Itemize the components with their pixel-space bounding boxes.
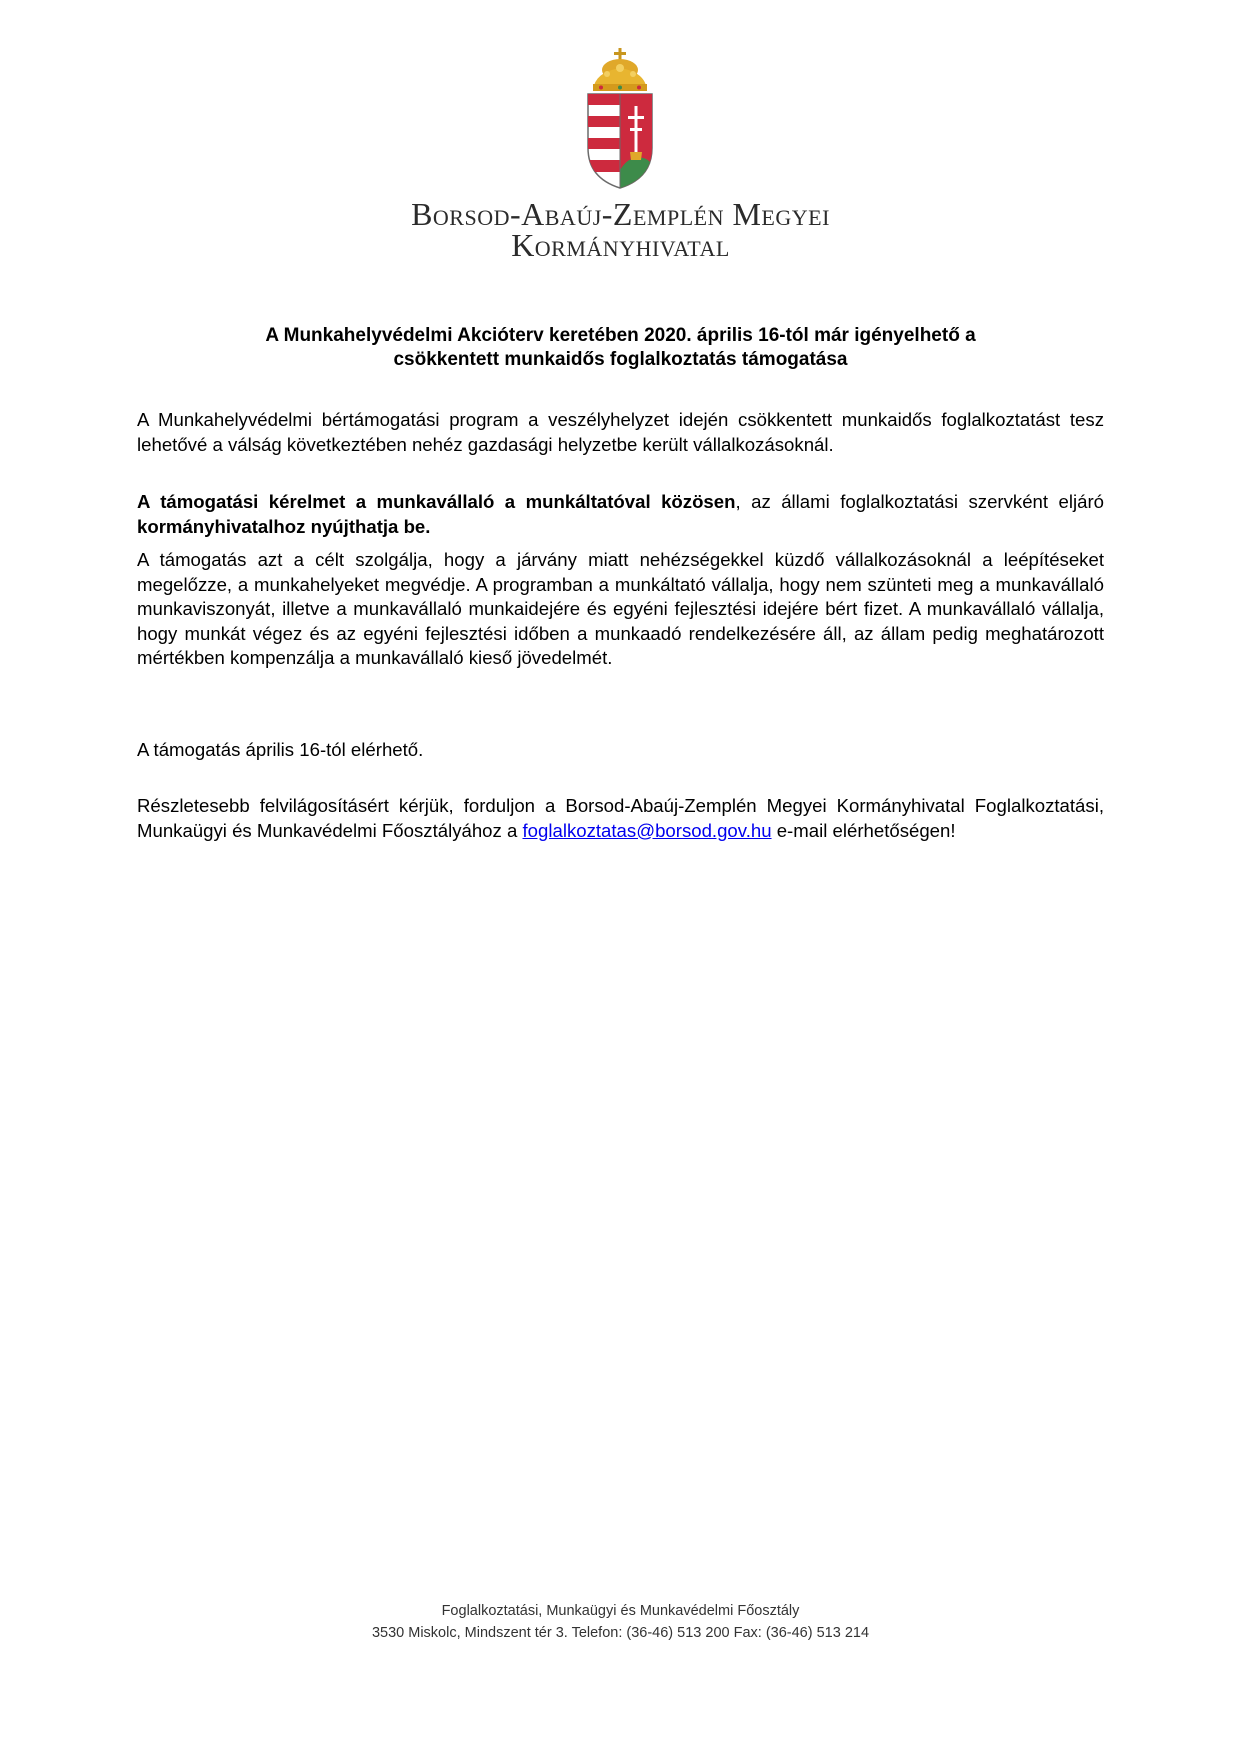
title-line2: csökkentett munkaidős foglalkoztatás támogatása bbox=[393, 349, 848, 370]
footer-address: 3530 Miskolc, Mindszent tér 3. Telefon: (36-46) 513 200 Fax: (36-46) 513 214 bbox=[371, 1625, 870, 1641]
hungarian-coat-of-arms-icon bbox=[585, 48, 655, 190]
application-bold-2: kormányhivatalhoz nyújthatja be. bbox=[137, 515, 431, 537]
paragraph-purpose: A támogatás azt a célt szolgálja, hogy a járvány miatt nehézségekkel küzdő vállalkozásoknál a leépítéseket megelőzze, a munkahelyeket megvédje. A programban a munkáltató vállalja, hogy nem szünteti meg a munkavállaló munkaviszonyát, illetve a munkavállaló munkaidejére és egyéni fejlesztési idejére bért fizet. A munkavállaló vállalja, hogy munkát végez és az egyéni fejlesztési időben a munkaadó rendelkezésére áll, az állam pedig meghatározott mértékben kompenzálja a munkavállaló kieső jövedelmét. bbox=[137, 549, 1104, 669]
paragraph-contact bbox=[137, 794, 1104, 843]
document-title bbox=[160, 324, 1081, 372]
paragraph-availability: A támogatás április 16-tól elérhető. bbox=[137, 739, 424, 760]
paragraph-application bbox=[137, 490, 1104, 539]
office-name-line1: Borsod-Abaúj-Zemplén Megyei bbox=[411, 196, 830, 232]
paragraph-intro: A Munkahelyvédelmi bértámogatási program a veszélyhelyzet idején csökkentett munkaidős foglalkoztatást tesz lehetővé a válság következtében nehéz gazdasági helyzetbe került vállalkozásoknál. bbox=[137, 409, 1104, 455]
contact-text-2: e-mail elérhetőségen! bbox=[771, 819, 956, 841]
application-text-1: , az állami foglalkoztatási szervként eljáró bbox=[735, 491, 1104, 512]
contact-text-1: Részletesebb felvilágosításért kérjük, forduljon a Borsod-Abaúj-Zemplén Megyei Kormányhivatal Foglalkoztatási, Munkaügyi és Munkavédelmi Főosztályához a bbox=[137, 795, 1104, 841]
footer-department: Foglalkoztatási, Munkaügyi és Munkavédelmi Főosztály bbox=[441, 1603, 800, 1619]
office-name-line2: Kormányhivatal bbox=[511, 227, 730, 263]
application-bold-1: A támogatási kérelmet a munkavállaló a munkáltatóval közösen bbox=[137, 491, 736, 512]
email-link[interactable]: foglalkoztatas@borsod.gov.hu bbox=[522, 819, 772, 841]
title-line1: A Munkahelyvédelmi Akcióterv keretében 2020. április 16-tól már igényelhető a bbox=[265, 325, 976, 346]
